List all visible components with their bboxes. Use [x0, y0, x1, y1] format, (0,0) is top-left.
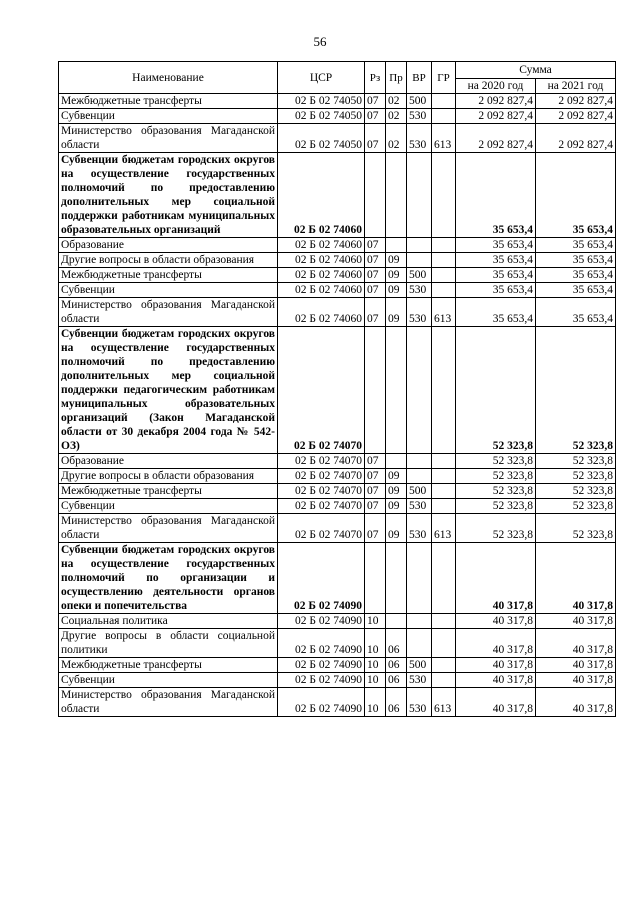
row-gr: [432, 238, 456, 253]
row-rz: 07: [365, 514, 386, 543]
row-amount-2021: 52 323,8: [536, 514, 616, 543]
header-name: Наименование: [59, 62, 278, 94]
row-pr: 09: [386, 514, 407, 543]
row-vr: [407, 454, 432, 469]
row-amount-2020: 40 317,8: [456, 688, 536, 717]
row-name: Субвенции бюджетам городских округов на осуществление государственных полномочий по предоставлению дополнительных мер социальной поддержки работникам муниципальных образовательных организаций: [59, 153, 278, 238]
row-pr: [386, 153, 407, 238]
row-rz: 10: [365, 658, 386, 673]
row-name: Другие вопросы в области образования: [59, 253, 278, 268]
table-row: [59, 484, 616, 499]
row-rz: 07: [365, 238, 386, 253]
row-csr: 02 Б 02 74060: [278, 153, 365, 238]
row-name: Образование: [59, 454, 278, 469]
row-csr: 02 Б 02 74070: [278, 469, 365, 484]
row-csr: 02 Б 02 74090: [278, 673, 365, 688]
row-name: Межбюджетные трансферты: [59, 484, 278, 499]
table-row: [59, 238, 616, 253]
row-amount-2021: 35 653,4: [536, 238, 616, 253]
row-name: Субвенции: [59, 499, 278, 514]
row-amount-2020: 2 092 827,4: [456, 124, 536, 153]
row-name: Образование: [59, 238, 278, 253]
row-csr: 02 Б 02 74070: [278, 514, 365, 543]
row-name: Субвенции бюджетам городских округов на осуществление государственных полномочий по организации и осуществлению деятельности органов опеки и попечительства: [59, 543, 278, 614]
row-gr: [432, 658, 456, 673]
row-csr: 02 Б 02 74050: [278, 124, 365, 153]
row-amount-2021: 52 323,8: [536, 499, 616, 514]
row-vr: [407, 153, 432, 238]
row-vr: 530: [407, 109, 432, 124]
row-gr: [432, 283, 456, 298]
row-amount-2021: 35 653,4: [536, 298, 616, 327]
row-amount-2021: 2 092 827,4: [536, 109, 616, 124]
row-amount-2020: 52 323,8: [456, 484, 536, 499]
row-gr: 613: [432, 514, 456, 543]
row-csr: 02 Б 02 74070: [278, 484, 365, 499]
row-amount-2020: 52 323,8: [456, 499, 536, 514]
table-row: [59, 124, 616, 153]
table-row: [59, 469, 616, 484]
row-vr: [407, 238, 432, 253]
row-pr: [386, 614, 407, 629]
table-row: [59, 614, 616, 629]
row-gr: [432, 673, 456, 688]
row-vr: 530: [407, 514, 432, 543]
row-amount-2020: 35 653,4: [456, 298, 536, 327]
header-csr: ЦСР: [278, 62, 365, 94]
row-pr: [386, 543, 407, 614]
row-rz: 07: [365, 253, 386, 268]
row-csr: 02 Б 02 74070: [278, 327, 365, 454]
table-row: [59, 688, 616, 717]
row-csr: 02 Б 02 74070: [278, 499, 365, 514]
row-gr: 613: [432, 688, 456, 717]
header-vr: ВР: [407, 62, 432, 94]
table-row: [59, 327, 616, 454]
row-pr: 06: [386, 673, 407, 688]
row-rz: 10: [365, 629, 386, 658]
row-amount-2020: 2 092 827,4: [456, 94, 536, 109]
row-amount-2020: 35 653,4: [456, 153, 536, 238]
row-name: Социальная политика: [59, 614, 278, 629]
row-amount-2020: 52 323,8: [456, 514, 536, 543]
table-row: [59, 153, 616, 238]
row-name: Межбюджетные трансферты: [59, 658, 278, 673]
row-name: Межбюджетные трансферты: [59, 268, 278, 283]
budget-table: [58, 61, 616, 717]
row-amount-2021: 40 317,8: [536, 614, 616, 629]
table-row: [59, 499, 616, 514]
row-gr: [432, 94, 456, 109]
row-gr: [432, 253, 456, 268]
row-pr: 06: [386, 658, 407, 673]
table-row: [59, 94, 616, 109]
row-pr: 09: [386, 499, 407, 514]
row-csr: 02 Б 02 74090: [278, 658, 365, 673]
row-name: Министерство образования Магаданской области: [59, 124, 278, 153]
row-amount-2020: 52 323,8: [456, 469, 536, 484]
row-pr: 06: [386, 629, 407, 658]
row-gr: [432, 109, 456, 124]
table-row: [59, 268, 616, 283]
row-csr: 02 Б 02 74060: [278, 283, 365, 298]
row-csr: 02 Б 02 74050: [278, 109, 365, 124]
table-row: [59, 658, 616, 673]
row-gr: 613: [432, 298, 456, 327]
table-row: [59, 673, 616, 688]
table-row: [59, 109, 616, 124]
row-vr: [407, 327, 432, 454]
row-rz: 07: [365, 268, 386, 283]
row-pr: 02: [386, 94, 407, 109]
row-csr: 02 Б 02 74060: [278, 298, 365, 327]
row-amount-2021: 52 323,8: [536, 454, 616, 469]
table-row: [59, 298, 616, 327]
row-amount-2020: 52 323,8: [456, 327, 536, 454]
row-vr: 530: [407, 298, 432, 327]
table-row: [59, 543, 616, 614]
header-sum: Сумма: [456, 62, 616, 79]
row-name: Субвенции: [59, 283, 278, 298]
row-csr: 02 Б 02 74060: [278, 238, 365, 253]
row-name: Другие вопросы в области социальной политики: [59, 629, 278, 658]
row-vr: [407, 543, 432, 614]
row-name: Министерство образования Магаданской области: [59, 514, 278, 543]
row-gr: [432, 543, 456, 614]
row-rz: [365, 543, 386, 614]
row-rz: 07: [365, 469, 386, 484]
row-amount-2021: 35 653,4: [536, 153, 616, 238]
row-pr: [386, 327, 407, 454]
row-amount-2021: 2 092 827,4: [536, 124, 616, 153]
row-rz: 07: [365, 94, 386, 109]
row-amount-2021: 52 323,8: [536, 469, 616, 484]
table-row: [59, 283, 616, 298]
row-vr: 500: [407, 94, 432, 109]
row-name: Субвенции: [59, 673, 278, 688]
header-pr: Пр: [386, 62, 407, 94]
row-name: Субвенции: [59, 109, 278, 124]
row-gr: [432, 327, 456, 454]
table-row: [59, 454, 616, 469]
row-name: Другие вопросы в области образования: [59, 469, 278, 484]
row-gr: [432, 268, 456, 283]
row-name: Министерство образования Магаданской области: [59, 298, 278, 327]
row-pr: 09: [386, 253, 407, 268]
table-row: [59, 629, 616, 658]
header-gr: ГР: [432, 62, 456, 94]
row-pr: 09: [386, 469, 407, 484]
row-csr: 02 Б 02 74090: [278, 688, 365, 717]
row-csr: 02 Б 02 74090: [278, 629, 365, 658]
row-rz: 07: [365, 454, 386, 469]
row-amount-2020: 40 317,8: [456, 614, 536, 629]
row-amount-2021: 40 317,8: [536, 629, 616, 658]
row-gr: [432, 614, 456, 629]
row-pr: 09: [386, 298, 407, 327]
row-vr: 530: [407, 673, 432, 688]
row-vr: 530: [407, 124, 432, 153]
row-vr: 500: [407, 268, 432, 283]
row-rz: 10: [365, 614, 386, 629]
row-gr: [432, 629, 456, 658]
row-rz: 07: [365, 499, 386, 514]
row-amount-2021: 35 653,4: [536, 253, 616, 268]
row-gr: 613: [432, 124, 456, 153]
row-rz: 10: [365, 673, 386, 688]
row-csr: 02 Б 02 74060: [278, 268, 365, 283]
row-rz: [365, 153, 386, 238]
row-amount-2021: 40 317,8: [536, 543, 616, 614]
row-amount-2021: 40 317,8: [536, 688, 616, 717]
row-vr: 500: [407, 658, 432, 673]
row-pr: [386, 238, 407, 253]
row-vr: [407, 253, 432, 268]
table-row: [59, 514, 616, 543]
row-amount-2020: 2 092 827,4: [456, 109, 536, 124]
header-year-2021: на 2021 год: [536, 79, 616, 94]
row-name: Министерство образования Магаданской области: [59, 688, 278, 717]
row-rz: [365, 327, 386, 454]
row-gr: [432, 499, 456, 514]
row-pr: [386, 454, 407, 469]
row-amount-2020: 40 317,8: [456, 543, 536, 614]
row-amount-2021: 35 653,4: [536, 283, 616, 298]
row-amount-2021: 2 092 827,4: [536, 94, 616, 109]
row-gr: [432, 454, 456, 469]
row-rz: 07: [365, 484, 386, 499]
header-rz: Рз: [365, 62, 386, 94]
row-pr: 06: [386, 688, 407, 717]
row-amount-2020: 35 653,4: [456, 268, 536, 283]
row-amount-2020: 35 653,4: [456, 238, 536, 253]
row-vr: 530: [407, 688, 432, 717]
row-rz: 10: [365, 688, 386, 717]
row-amount-2021: 35 653,4: [536, 268, 616, 283]
row-amount-2020: 35 653,4: [456, 253, 536, 268]
row-rz: 07: [365, 124, 386, 153]
row-gr: [432, 153, 456, 238]
row-amount-2021: 40 317,8: [536, 673, 616, 688]
row-pr: 02: [386, 124, 407, 153]
row-gr: [432, 484, 456, 499]
row-pr: 02: [386, 109, 407, 124]
row-pr: 09: [386, 268, 407, 283]
row-csr: 02 Б 02 74060: [278, 253, 365, 268]
row-csr: 02 Б 02 74050: [278, 94, 365, 109]
table-body: [59, 94, 616, 717]
row-vr: [407, 469, 432, 484]
row-csr: 02 Б 02 74070: [278, 454, 365, 469]
row-rz: 07: [365, 298, 386, 327]
row-vr: [407, 629, 432, 658]
row-vr: [407, 614, 432, 629]
page-number: 56: [313, 34, 327, 49]
row-vr: 500: [407, 484, 432, 499]
row-amount-2020: 40 317,8: [456, 673, 536, 688]
row-pr: 09: [386, 484, 407, 499]
row-name: Межбюджетные трансферты: [59, 94, 278, 109]
row-amount-2021: 52 323,8: [536, 484, 616, 499]
row-amount-2020: 40 317,8: [456, 629, 536, 658]
row-amount-2021: 40 317,8: [536, 658, 616, 673]
row-amount-2020: 35 653,4: [456, 283, 536, 298]
table-row: [59, 253, 616, 268]
row-gr: [432, 469, 456, 484]
row-vr: 530: [407, 499, 432, 514]
row-amount-2020: 52 323,8: [456, 454, 536, 469]
row-amount-2020: 40 317,8: [456, 658, 536, 673]
row-amount-2021: 52 323,8: [536, 327, 616, 454]
row-rz: 07: [365, 283, 386, 298]
header-year-2020: на 2020 год: [456, 79, 536, 94]
row-pr: 09: [386, 283, 407, 298]
row-rz: 07: [365, 109, 386, 124]
row-vr: 530: [407, 283, 432, 298]
row-csr: 02 Б 02 74090: [278, 614, 365, 629]
row-csr: 02 Б 02 74090: [278, 543, 365, 614]
row-name: Субвенции бюджетам городских округов на осуществление государственных полномочий по предоставлению дополнительных мер социальной поддержки педагогическим работникам муниципальных образовательных организаций (Закон Магаданской области от 30 декабря 2004 года № 542-ОЗ): [59, 327, 278, 454]
